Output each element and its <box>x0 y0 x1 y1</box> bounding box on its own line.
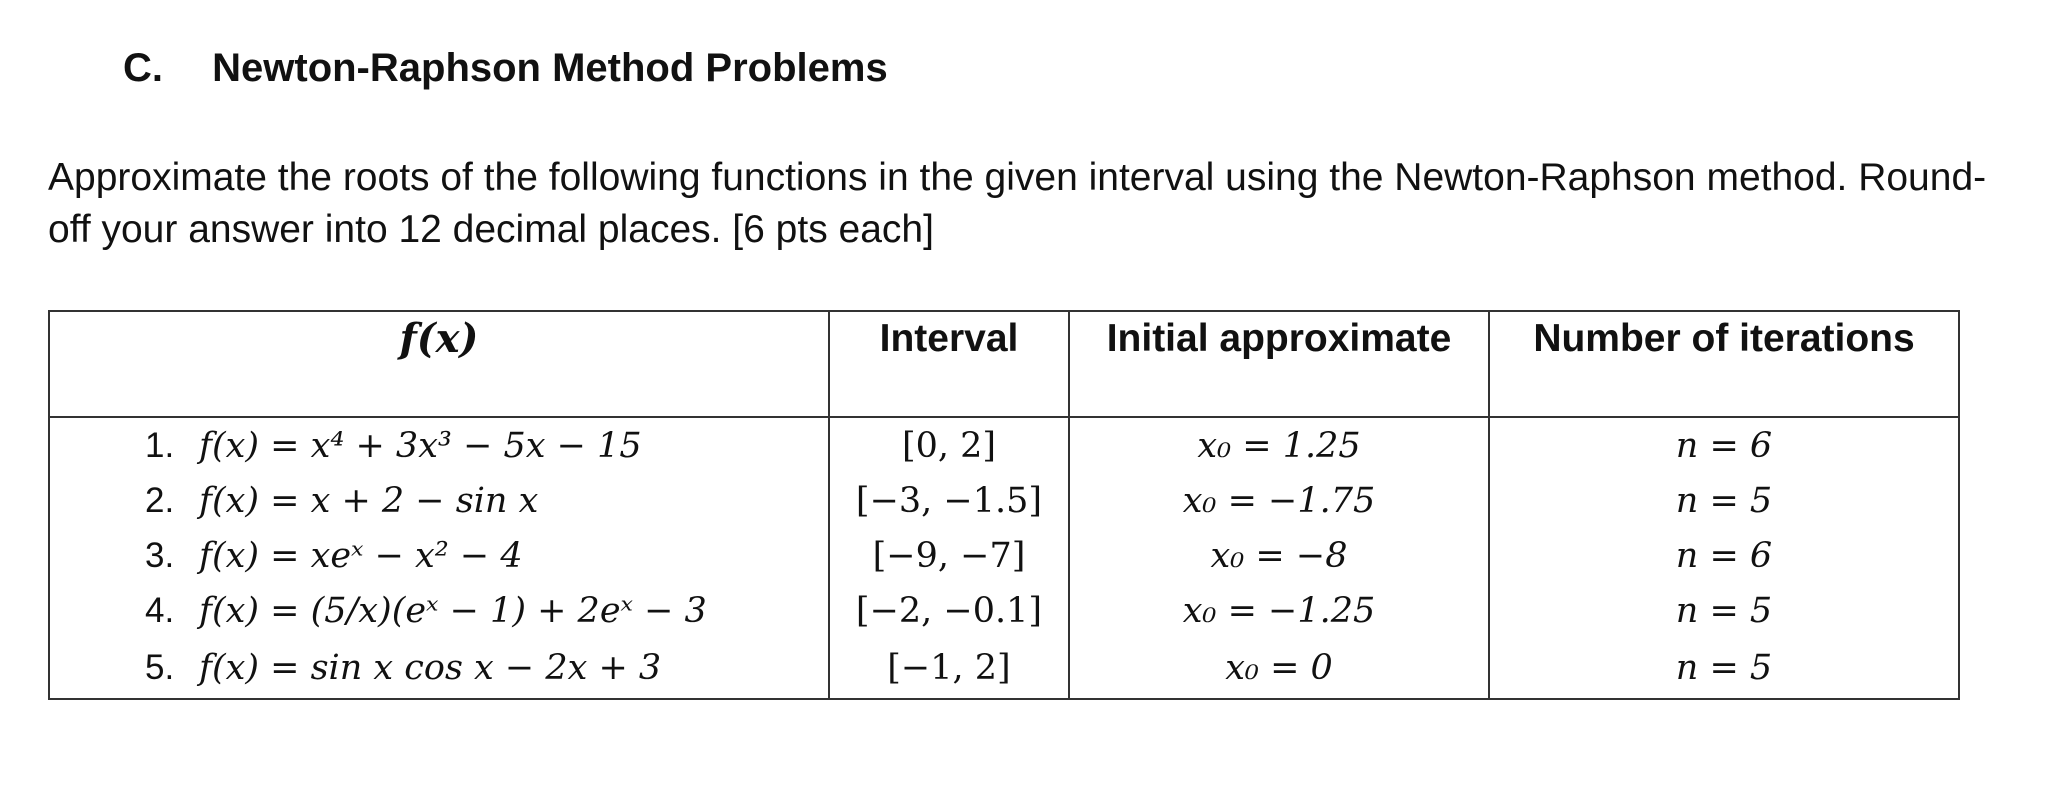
table-row <box>49 638 1959 699</box>
instructions-text: Approximate the roots of the following functions in the given interval using the Newton-Raphson method. Round-off your answer into 12 decimal places. [6 pts each] <box>48 156 1987 251</box>
iterations-cell <box>1489 583 1959 638</box>
problem-table <box>48 310 1960 700</box>
iterations-value: n = 5 <box>1675 590 1773 631</box>
problem-number: 5. <box>145 648 175 687</box>
function-cell <box>49 417 829 473</box>
interval-cell: [−9, −7] <box>829 528 1069 583</box>
table-header-row <box>49 311 1959 417</box>
initial-cell <box>1069 583 1489 638</box>
iterations-cell <box>1489 473 1959 528</box>
interval-cell: [−3, −1.5] <box>829 473 1069 528</box>
problem-number: 3. <box>145 535 175 575</box>
header-initial: Initial approximate <box>1069 311 1489 417</box>
iterations-value: n = 5 <box>1675 648 1773 688</box>
initial-cell <box>1069 528 1489 583</box>
initial-value: x₀ = −8 <box>1210 535 1348 576</box>
function-expression: f(x) = sin x cos x − 2x + 3 <box>199 648 662 688</box>
iterations-value: n = 6 <box>1675 535 1773 576</box>
function-cell <box>49 583 829 638</box>
table-row <box>49 528 1959 583</box>
initial-value: x₀ = 1.25 <box>1197 425 1361 466</box>
table-row <box>49 583 1959 638</box>
iterations-cell <box>1489 417 1959 473</box>
function-expression: f(x) = x⁴ + 3x³ − 5x − 15 <box>199 425 642 466</box>
problem-number: 1. <box>145 425 175 465</box>
function-expression: f(x) = (5/x)(eˣ − 1) + 2eˣ − 3 <box>199 590 707 631</box>
interval-cell: [0, 2] <box>829 417 1069 473</box>
section-letter: C. <box>123 46 163 90</box>
table-row <box>49 417 1959 473</box>
problem-number: 2. <box>145 480 175 520</box>
table-row <box>49 473 1959 528</box>
initial-cell <box>1069 473 1489 528</box>
section-title: Newton-Raphson Method Problems <box>204 44 898 94</box>
header-interval: Interval <box>829 311 1069 417</box>
function-cell <box>49 473 829 528</box>
interval-cell: [−2, −0.1] <box>829 583 1069 638</box>
header-iterations: Number of iterations <box>1489 311 1959 417</box>
section-heading <box>123 46 898 91</box>
initial-cell <box>1069 417 1489 473</box>
interval-cell: [−1, 2] <box>829 638 1069 699</box>
initial-value: x₀ = −1.75 <box>1182 480 1376 521</box>
problem-number: 4. <box>145 590 175 630</box>
function-expression: f(x) = xeˣ − x² − 4 <box>199 535 523 576</box>
function-expression: f(x) = x + 2 − sin x <box>199 480 539 521</box>
function-cell <box>49 528 829 583</box>
iterations-cell <box>1489 528 1959 583</box>
initial-cell <box>1069 638 1489 699</box>
function-cell <box>49 638 829 699</box>
iterations-cell <box>1489 638 1959 699</box>
iterations-value: n = 6 <box>1675 425 1773 466</box>
iterations-value: n = 5 <box>1675 480 1773 521</box>
initial-value: x₀ = 0 <box>1225 648 1333 688</box>
header-function: f(x) <box>49 311 829 417</box>
initial-value: x₀ = −1.25 <box>1182 590 1376 631</box>
